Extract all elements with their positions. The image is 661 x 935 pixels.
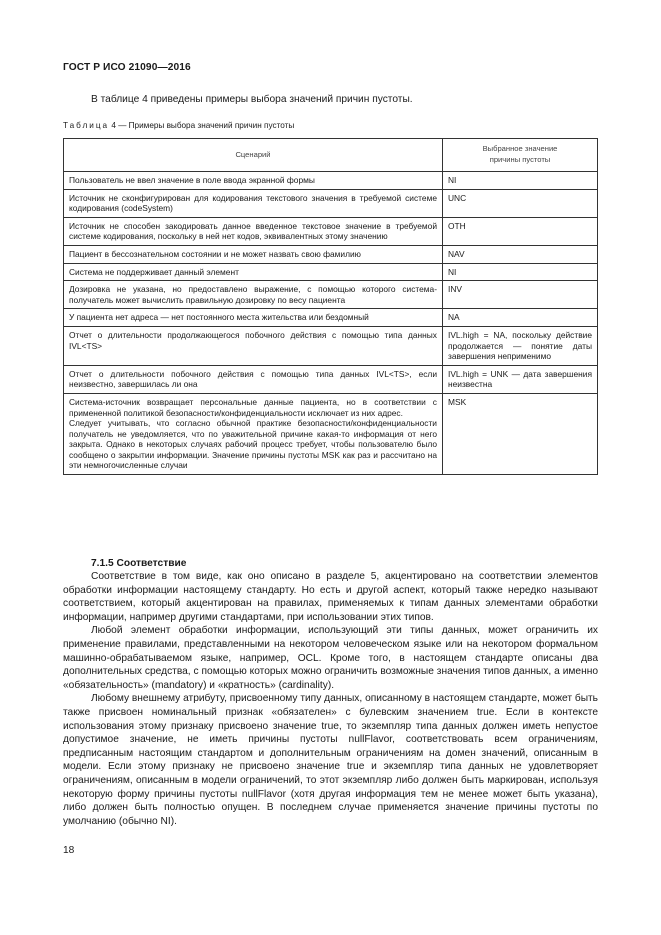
caption-label: Таблица	[63, 121, 110, 130]
cell-scenario: Дозировка не указана, но предоставлено выражение, с помощью которого система-получатель может вычислить правильную дозировку по весу пациента	[64, 281, 443, 309]
cell-scenario: Отчет о длительности продолжающегося побочного действия с помощью типа данных IVL<TS>	[64, 326, 443, 365]
cell-value: OTH	[443, 217, 598, 245]
table-row	[64, 245, 598, 263]
header-value	[443, 139, 598, 172]
cell-value: NI	[443, 172, 598, 190]
section-heading: 7.1.5 Соответствие	[91, 558, 187, 569]
header-value-line1: Выбранное значение	[482, 144, 558, 154]
section-paragraph: Любому внешнему атрибуту, присвоенному типу данных, описанному в настоящем стандарте, может быть также присвоен номинальный признак «обязателен» с булевским значением true. Если в контексте использования этому признаку присвоено значение true, то экземпляр типа данных должен иметь непустое допустимое значение, не иметь причины пустоты nullFlavor, соответствовать всем ограничениям, предписанным настоящим стандартом и дополнительным ограничениям на домен значений, описанным в модели. Если этому признаку не присвоено значение true и экземпляр типа данных не удовлетворяет ограничениям, описанным в модели ограничений, то этот экземпляр либо должен быть маркирован, используя некоторую форму причины пустоты nullFlavor (хотя другая информация тем не менее может быть указана), либо должен быть полностью опущен. В последнем случае применяется значение причины пустоты по умолчанию (обычно NI).	[63, 693, 598, 827]
cell-scenario-para2: Следует учитывать, что согласно обычной практике безопасности/конфиденциальности получатель не уведомляется, что по уважительной причине какая-то информация от него закрыта. Однако в некоторых случаях рабочий процесс требует, чтобы пользователю было сообщено о закрытии информации. Значение причины пустоты MSK как раз и рассчитано на эти немногочисленные случаи	[69, 418, 437, 471]
cell-value: IVL.high = UNK — дата завершения неизвестна	[443, 365, 598, 393]
table-row	[64, 393, 598, 474]
cell-scenario	[64, 393, 443, 474]
cell-value: IVL.high = NA, поскольку действие продолжается — понятие даты завершения неприменимо	[443, 326, 598, 365]
table-row	[64, 217, 598, 245]
header-value-line2: причины пустоты	[489, 155, 551, 164]
null-flavor-table	[63, 138, 598, 475]
table-row	[64, 281, 598, 309]
table-row	[64, 326, 598, 365]
document-header: ГОСТ Р ИСО 21090—2016	[63, 62, 191, 73]
cell-scenario: У пациента нет адреса — нет постоянного места жительства или бездомный	[64, 309, 443, 327]
table-row	[64, 189, 598, 217]
table-row	[64, 263, 598, 281]
cell-scenario-para1: Система-источник возвращает персональные данные пациента, но в соответствии с примененной политикой безопасности/конфиденциальности исключает из них адрес.	[69, 396, 437, 418]
table-row	[64, 309, 598, 327]
cell-value: UNC	[443, 189, 598, 217]
cell-value: INV	[443, 281, 598, 309]
intro-text: В таблице 4 приведены примеры выбора значений причин пустоты.	[91, 94, 413, 105]
cell-scenario: Источник не способен закодировать данное введенное текстовое значение в требуемой системе кодирования, поскольку в ней нет кодов, эквивалентных этому значению	[64, 217, 443, 245]
cell-scenario: Пользователь не ввел значение в поле ввода экранной формы	[64, 172, 443, 190]
cell-scenario: Источник не сконфигурирован для кодирования текстового значения в требуемой системе кодирования (codeSystem)	[64, 189, 443, 217]
cell-value: NA	[443, 309, 598, 327]
page-number: 18	[63, 845, 75, 856]
caption-title: 4 — Примеры выбора значений причин пустоты	[109, 121, 295, 130]
cell-scenario: Пациент в бессознательном состоянии и не может назвать свою фамилию	[64, 245, 443, 263]
cell-value: MSK	[443, 393, 598, 474]
cell-scenario: Отчет о длительности побочного действия с помощью типа данных IVL<TS>, если неизвестно, завершилась ли она	[64, 365, 443, 393]
table-row	[64, 365, 598, 393]
cell-value: NI	[443, 263, 598, 281]
table-header-row	[64, 139, 598, 172]
table-caption	[63, 121, 294, 130]
section-paragraph: Соответствие в том виде, как оно описано в разделе 5, акцентировано на соответствии элементов обработки информации настоящему стандарту. Но есть и другой аспект, который также нередко называют соответствием, который акцентирован на правилах, применяемых к типам данных элементами обработки информации, например другими стандартами, при использовании этих типов.	[63, 571, 598, 623]
table-row	[64, 172, 598, 190]
section-paragraph: Любой элемент обработки информации, использующий эти типы данных, может ограничить их применение правилами, представленными на некотором человеческом языке или на некотором формальном машинно-обрабатываемом языке, например, OCL. Кроме того, в настоящем стандарте описаны два дополнительных средства, с помощью которых можно ограничить возможные значения типов данных, а именно «обязательность» (mandatory) и «кратность» (cardinality).	[63, 625, 598, 691]
header-scenario: Сценарий	[64, 139, 443, 172]
cell-scenario: Система не поддерживает данный элемент	[64, 263, 443, 281]
cell-value: NAV	[443, 245, 598, 263]
conformance-section	[63, 557, 598, 828]
